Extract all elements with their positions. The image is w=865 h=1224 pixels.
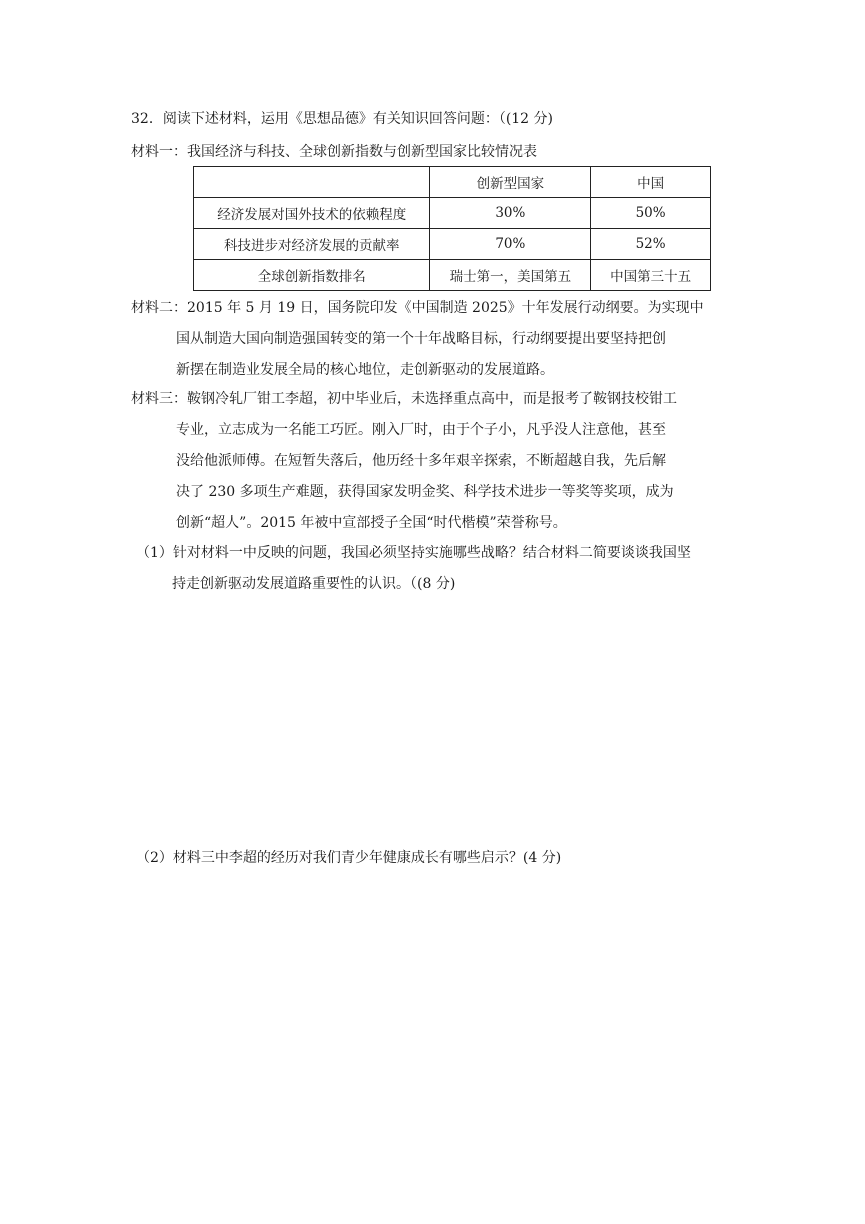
table-header-cell	[194, 167, 430, 198]
table-row	[194, 260, 711, 291]
table-header-cell: 创新型国家	[430, 167, 591, 198]
sub-question-line: （1）针对材料一中反映的问题，我国必须坚持实施哪些战略？结合材料二简要谈谈我国坚	[136, 545, 691, 561]
comparison-table	[193, 166, 711, 291]
material-3-line: 没给他派师傅。在短暂失落后，他历经十多年艰辛探索，不断超越自我，先后解	[176, 453, 666, 469]
table-row	[194, 198, 711, 229]
question-title: 32．阅读下述材料，运用《思想品德》有关知识回答问题：（(12 分)	[131, 111, 554, 127]
table-cell: 经济发展对国外技术的依赖程度	[194, 198, 430, 229]
table-cell: 30%	[430, 198, 591, 229]
material-2-label: 材料二：	[131, 300, 187, 316]
material-2-line: 国从制造大国向制造强国转变的第一个十年战略目标，行动纲要提出要坚持把创	[176, 331, 666, 347]
material-3-line: 专业，立志成为一名能工巧匠。刚入厂时，由于个子小，凡乎没人注意他，甚至	[176, 422, 666, 438]
material-3	[131, 384, 741, 539]
table-cell: 70%	[430, 229, 591, 260]
material-3-line: 决了 230 多项生产难题，获得国家发明金奖、科学技术进步一等奖等奖项，成为	[176, 484, 674, 500]
material-2-line: 新摆在制造业发展全局的核心地位，走创新驱动的发展道路。	[176, 362, 554, 378]
material-3-line: 鞍钢冷轧厂钳工李超，初中毕业后，未选择重点高中，而是报考了鞍钢技校钳工	[187, 391, 677, 407]
table-row	[194, 229, 711, 260]
table-cell: 瑞士第一，美国第五	[430, 260, 591, 291]
material-2	[131, 293, 741, 386]
table-cell: 中国第三十五	[591, 260, 711, 291]
material-3-label: 材料三：	[131, 391, 187, 407]
material-3-line: 创新“超人”。2015 年被中宣部授子全国“时代楷模”荣誉称号。	[176, 515, 567, 531]
table-cell: 50%	[591, 198, 711, 229]
sub-question-line: （2）材料三中李超的经历对我们青少年健康成长有哪些启示？(4 分)	[136, 850, 562, 866]
table-cell: 全球创新指数排名	[194, 260, 430, 291]
material-1-title: 材料一：我国经济与科技、全球创新指数与创新型国家比较情况表	[131, 144, 537, 160]
table-cell: 科技进步对经济发展的贡献率	[194, 229, 430, 260]
table-header-cell: 中国	[591, 167, 711, 198]
sub-question-1	[136, 538, 741, 600]
table-cell: 52%	[591, 229, 711, 260]
table-header-row	[194, 167, 711, 198]
sub-question-line: 持走创新驱动发展道路重要性的认识。（(8 分)	[172, 576, 456, 592]
material-2-line: 2015 年 5 月 19 日，国务院印发《中国制造 2025》十年发展行动纲要。为实现中	[187, 300, 704, 316]
sub-question-2	[136, 843, 741, 874]
